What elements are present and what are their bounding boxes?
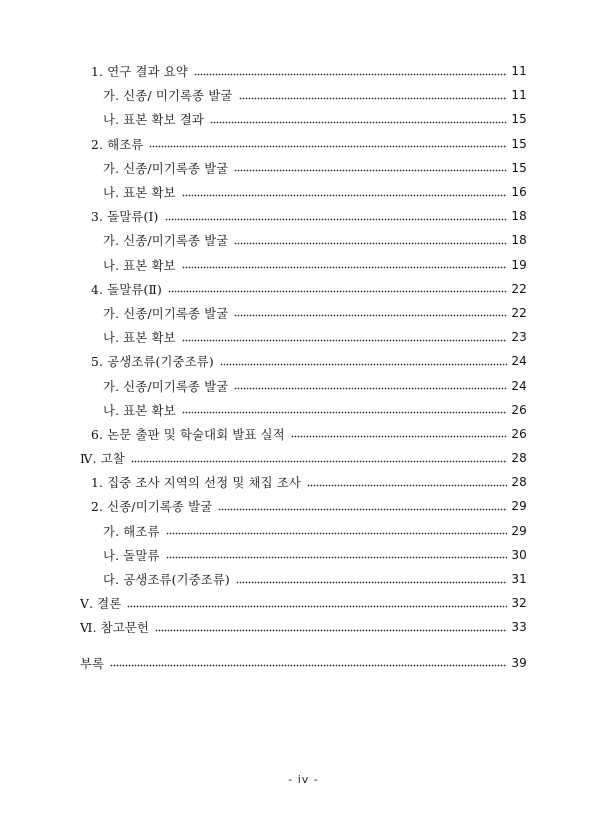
toc-entry-page-number: 31 [511, 572, 527, 587]
toc-entry-page-number: 11 [511, 64, 527, 79]
toc-entry-title: 나. 표본 확보 [103, 403, 176, 418]
toc-entry-title: Ⅵ. 참고문헌 [80, 621, 150, 636]
toc-entry-page-number: 16 [511, 185, 527, 200]
dot-leader [194, 73, 507, 76]
toc-entry-title: 가. 신종/ 미기록종 발굴 [103, 89, 233, 104]
dot-leader [307, 484, 507, 487]
toc-entry[interactable] [0, 301, 607, 325]
toc-entry[interactable] [0, 107, 607, 131]
toc-entry-page-number: 22 [511, 281, 527, 296]
dot-leader [168, 290, 507, 293]
toc-entry-page-number: 24 [511, 354, 527, 369]
page-number-footer: - iv - [288, 773, 319, 786]
dot-leader [234, 169, 507, 172]
toc-entry-page-number: 26 [511, 426, 527, 441]
dot-leader [131, 460, 507, 463]
toc-entry-page-number: 23 [511, 330, 527, 345]
toc-entry-page-number: 15 [511, 112, 527, 127]
dot-leader [155, 629, 507, 632]
dot-leader [149, 145, 507, 148]
toc-entry-title: 나. 표본 확보 [103, 331, 176, 346]
toc-entry-page-number: 11 [511, 88, 527, 103]
toc-entry-title: Ⅳ. 고찰 [80, 452, 125, 467]
toc-entry-title: 5. 공생조류(기중조류) [91, 355, 214, 370]
toc-entry-title: 4. 돌말류(Ⅱ) [91, 282, 163, 297]
toc-entry[interactable] [0, 398, 607, 422]
dot-leader [291, 435, 508, 438]
dot-leader [166, 532, 508, 535]
dot-leader [110, 664, 507, 667]
toc-entry[interactable] [0, 204, 607, 228]
toc-entry-page-number: 24 [511, 378, 527, 393]
dot-leader [166, 556, 508, 559]
toc-entry[interactable] [0, 228, 607, 252]
toc-entry[interactable] [0, 422, 607, 446]
toc-entry-title: 가. 신종/미기록종 발굴 [103, 234, 229, 249]
toc-entry-title: 나. 표본 확보 [103, 186, 176, 201]
toc-entry-title: 나. 표본 확보 [103, 258, 176, 273]
toc-entry[interactable] [0, 494, 607, 518]
toc-entry-page-number: 29 [511, 523, 527, 538]
dot-leader [182, 194, 508, 197]
dot-leader [182, 411, 508, 414]
toc-entry[interactable] [0, 373, 607, 397]
toc-entry-title: 가. 신종/미기록종 발굴 [103, 161, 229, 176]
toc-entry[interactable] [0, 253, 607, 277]
toc-entry-title: 나. 표본 확보 결과 [103, 113, 204, 128]
toc-entry-title: 가. 신종/미기록종 발굴 [103, 306, 229, 321]
toc-entry[interactable] [0, 591, 607, 615]
toc-entry[interactable] [0, 567, 607, 591]
dot-leader [234, 242, 507, 245]
toc-entry[interactable] [0, 446, 607, 470]
toc-entry[interactable] [0, 59, 607, 83]
toc-entry[interactable] [0, 651, 607, 675]
toc-entry[interactable] [0, 543, 607, 567]
toc-entry[interactable] [0, 132, 607, 156]
toc-entry-title: 2. 해조류 [91, 137, 144, 152]
toc-entry-page-number: 18 [511, 233, 527, 248]
toc-entry-title: 1. 연구 결과 요약 [91, 65, 188, 80]
toc-entry-page-number: 29 [511, 499, 527, 514]
toc-entry[interactable] [0, 325, 607, 349]
dot-leader [234, 387, 507, 390]
dot-leader [220, 363, 507, 366]
toc-entry-title: Ⅴ. 결론 [80, 597, 122, 612]
toc-entry[interactable] [0, 277, 607, 301]
toc-entry-page-number: 18 [511, 209, 527, 224]
dot-leader [236, 581, 507, 584]
toc-entry-title: 나. 돌말류 [103, 548, 160, 563]
toc-entry[interactable] [0, 470, 607, 494]
toc-entry[interactable] [0, 615, 607, 639]
dot-leader [165, 218, 508, 221]
dot-leader [234, 314, 507, 317]
toc-entry-title: 가. 신종/미기록종 발굴 [103, 379, 229, 394]
toc-entry-title: 다. 공생조류(기중조류) [103, 573, 230, 588]
toc-entry-title: 6. 논문 출판 및 학술대회 발표 실적 [91, 427, 285, 442]
toc-entry-title: 가. 해조류 [103, 524, 160, 539]
dot-leader [182, 266, 508, 269]
toc-entry-title: 1. 집중 조사 지역의 선정 및 채집 조사 [91, 476, 301, 491]
toc-entry-page-number: 33 [511, 620, 527, 635]
toc-entry-page-number: 19 [511, 257, 527, 272]
dot-leader [239, 97, 508, 100]
toc-entry-page-number: 30 [511, 547, 527, 562]
table-of-contents [0, 59, 607, 675]
toc-entry-page-number: 32 [511, 596, 527, 611]
toc-entry[interactable] [0, 180, 607, 204]
toc-entry-page-number: 39 [511, 655, 527, 670]
toc-entry-title: 2. 신종/미기록종 발굴 [91, 500, 213, 515]
toc-entry[interactable] [0, 156, 607, 180]
dot-leader [210, 121, 507, 124]
toc-entry-title: 부록 [80, 656, 105, 671]
toc-entry-page-number: 28 [511, 475, 527, 490]
toc-entry-title: 3. 돌말류(Ⅰ) [91, 210, 159, 225]
toc-entry-page-number: 28 [511, 451, 527, 466]
toc-entry[interactable] [0, 349, 607, 373]
toc-entry-page-number: 22 [511, 305, 527, 320]
dot-leader [218, 508, 507, 511]
toc-entry[interactable] [0, 519, 607, 543]
toc-entry-page-number: 15 [511, 136, 527, 151]
toc-entry[interactable] [0, 83, 607, 107]
dot-leader [182, 339, 508, 342]
toc-entry-page-number: 26 [511, 402, 527, 417]
dot-leader [127, 605, 507, 608]
toc-entry-page-number: 15 [511, 160, 527, 175]
